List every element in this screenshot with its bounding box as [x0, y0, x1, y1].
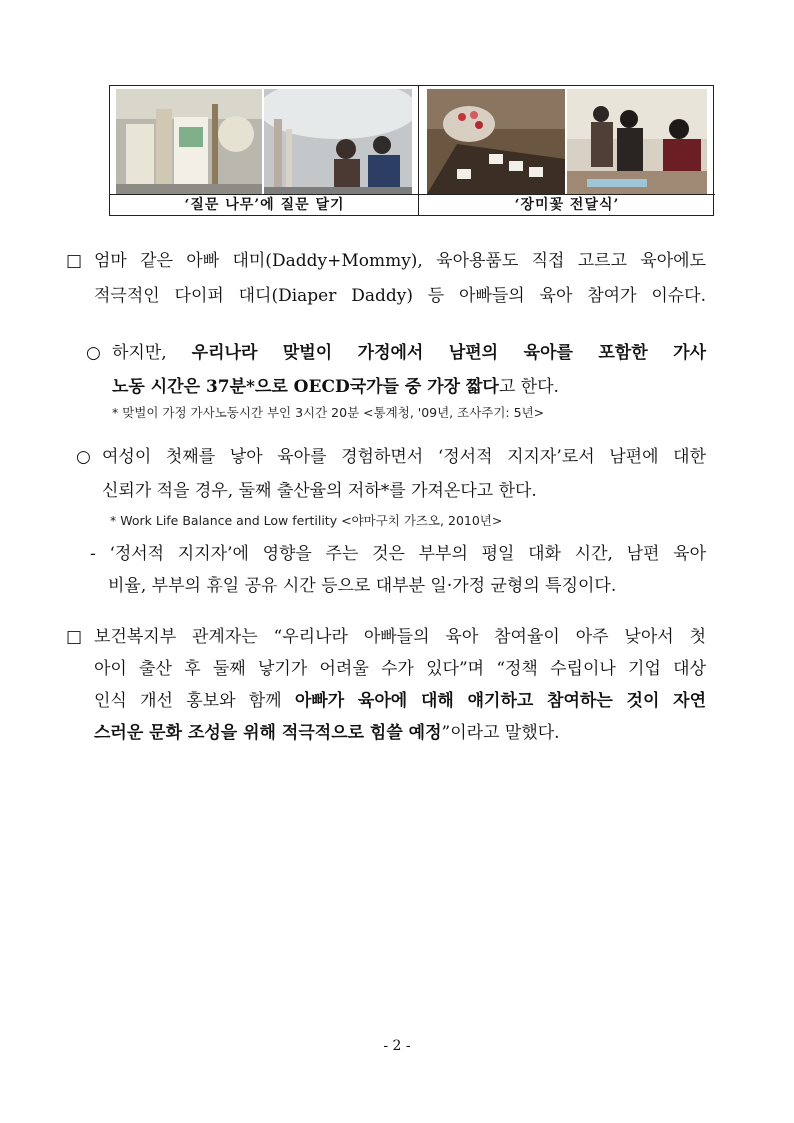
p1-bullet: □	[66, 251, 83, 271]
p1-line2: 적극적인 다이퍼 대디(Diaper Daddy) 등 아빠들의 육아 참여가 이슈다.	[94, 286, 706, 306]
p1-line1: 엄마 같은 아빠 대미(Daddy+Mommy), 육아용품도 직접 고르고 육아에도	[94, 251, 706, 271]
caption-row-right	[419, 194, 715, 215]
photo-rose-ceremony-people	[567, 89, 707, 194]
photo-question-tree-visitors	[264, 89, 412, 194]
p2-bullet: ○	[86, 343, 101, 363]
p4-bullet: □	[66, 627, 83, 647]
p2-line1: 하지만, 우리나라 맞벌이 가정에서 남편의 육아를 포함한 가사	[112, 343, 707, 363]
caption-rose-ceremony: ‘장미꽃 전달식’	[514, 197, 620, 213]
p4-line4: 스러운 문화 조성을 위해 적극적으로 힘쓸 예정”이라고 말했다.	[94, 723, 560, 743]
caption-row-left	[110, 194, 418, 215]
p4-line2: 아이 출산 후 둘째 낳기가 어려울 수가 있다”며 “정책 수립이나 기업 대상	[94, 659, 706, 679]
photo-cell-rose-ceremony	[419, 86, 715, 215]
p3-sub-line2: 비율, 부부의 휴일 공유 시간 등으로 대부분 일·가정 균형의 특징이다.	[108, 576, 617, 596]
p2-line2: 노동 시간은 37분*으로 OECD국가들 중 가장 짧다고 한다.	[112, 377, 559, 397]
page-number: - 2 -	[383, 1038, 411, 1054]
p3-line2: 신뢰가 적을 경우, 둘째 출산율의 저하*를 가져온다고 한다.	[102, 481, 537, 501]
p2-footnote: * 맞벌이 가정 가사노동시간 부인 3시간 20분 <통계청, '09년, 조사주기: 5년>	[112, 405, 545, 420]
photo-cell-question-tree	[110, 86, 419, 215]
p3-footnote: * Work Life Balance and Low fertility <야마구치 가즈오, 2010년>	[110, 513, 503, 528]
p4-line3: 인식 개선 홍보와 함께 아빠가 육아에 대해 얘기하고 참여하는 것이 자연	[94, 691, 707, 711]
photo-rose-basket	[427, 89, 565, 194]
p4-line1: 보건복지부 관계자는 “우리나라 아빠들의 육아 참여율이 아주 낮아서 첫	[94, 627, 706, 647]
photo-table	[109, 85, 714, 216]
caption-question-tree: ‘질문 나무’에 질문 달기	[184, 197, 345, 213]
photo-question-tree-display	[116, 89, 262, 194]
p3-sub-line1: - ‘정서적 지지자’에 영향을 주는 것은 부부의 평일 대화 시간, 남편 육아	[90, 544, 706, 564]
p3-line1: 여성이 첫째를 낳아 육아를 경험하면서 ‘정서적 지지자’로서 남편에 대한	[102, 447, 706, 467]
p3-bullet: ○	[76, 447, 91, 467]
